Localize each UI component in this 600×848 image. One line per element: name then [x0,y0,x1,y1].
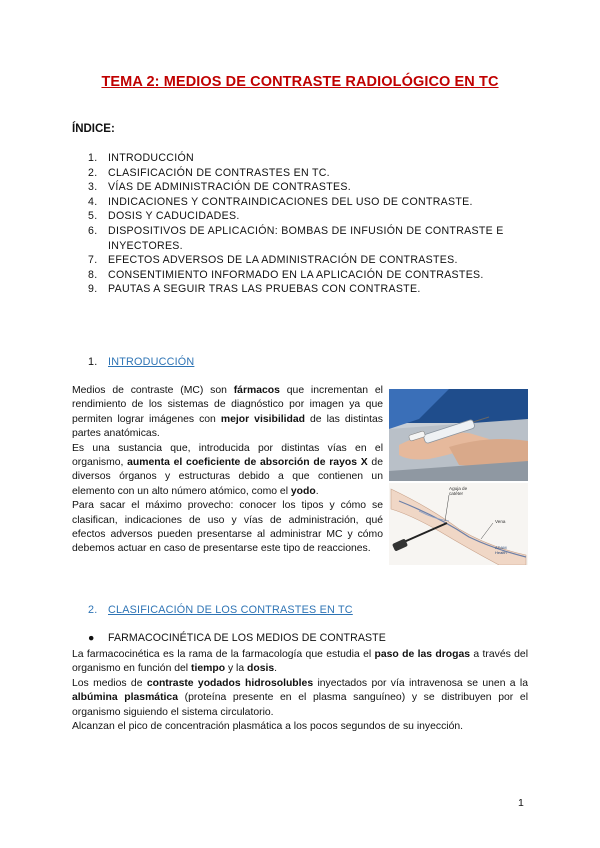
index-item-number: 8. [88,268,98,281]
paragraph [72,677,528,720]
index-item-label: DISPOSITIVOS DE APLICACIÓN: BOMBAS DE INFUSIÓN DE CONTRASTE E [108,224,504,237]
figure-caption: ADAM [495,545,507,550]
figure-label-catheter: catéter [449,491,464,496]
text-run: . [315,485,319,497]
paragraph: Para sacar el máximo provecho: conocer los tipos y cómo se clasifican, indicaciones de uso y vías de administración, qué efectos adversos pueden presentarse al administrar MC y cómo debemos actuar en caso de presentarse este tipo de reacciones. [72,500,383,555]
bold-text: paso de las drogas [374,649,471,660]
index-item-label: CLASIFICACIÓN DE CONTRASTES EN TC. [108,166,330,179]
section-number: 2. [88,604,98,616]
index-item-number: 9. [88,283,98,296]
paragraph [72,384,383,442]
section-number: 1. [88,356,98,368]
index-item-label: PAUTAS A SEGUIR TRAS LAS PRUEBAS CON CONTRASTE. [108,283,421,296]
section-heading-clasificacion [88,604,353,616]
text-run: de las distintas partes anatómicas. [72,413,383,440]
bold-text: aumenta el coeficiente de absorción de rayos X [127,457,368,469]
page-number: 1 [518,797,524,809]
index-item [88,209,518,224]
intro-text-block [72,384,383,557]
text-run: de diversos órganos y estructuras debido a que contienen un elemento con un alto número atómico, como el [72,457,383,497]
index-item-number: 1. [88,152,98,164]
text-run: que incrementan el rendimiento de los sistemas de diagnóstico por imagen ya que permiten lograr imágenes con [72,385,383,425]
paragraph [72,442,383,500]
text-run: Los medios de [72,677,147,689]
bold-text: tiempo [191,663,226,675]
paragraph: Alcanzan el pico de concentración plasmática a los pocos segundos de su inyección. [72,721,464,733]
index-item [88,195,518,210]
injection-photo [389,389,528,481]
index-item-label: INDICACIONES Y CONTRAINDICACIONES DEL USO DE CONTRASTE. [108,195,473,208]
bold-text: contraste yodados hidrosolubles [146,677,314,689]
index-item-label: CONSENTIMIENTO INFORMADO EN LA APLICACIÓN DE CONTRASTES. [108,268,484,281]
index-item-number: 4. [88,195,98,208]
section-link-clasificacion[interactable]: CLASIFICACIÓN DE LOS CONTRASTES EN TC [108,604,353,616]
figure-caption: Health [495,550,507,555]
bold-text: albúmina plasmática [72,692,178,704]
paragraph [72,648,528,677]
index-item [88,282,518,297]
bullet-icon: ● [88,632,95,644]
text-run: La farmacocinética es la rama de la farmacología que estudia el [72,649,375,660]
index-item [88,166,518,181]
index-item-label: VÍAS DE ADMINISTRACIÓN DE CONTRASTES. [108,181,352,194]
section-link-introduccion[interactable]: INTRODUCCIÓN [108,356,195,368]
text-run: . [274,663,278,675]
text-run: (proteína presente en el plasma sanguíneo) y se distribuyen por el organismo siguiendo el sistema circulatorio. [72,692,529,718]
text-run: Medios de contraste (MC) son [72,385,234,396]
figure-label-catheter: Aguja de [449,486,468,491]
bold-text: fármacos [233,385,280,396]
bold-text: mejor visibilidad [220,413,305,425]
index-item-label: EFECTOS ADVERSOS DE LA ADMINISTRACIÓN DE CONTRASTES. [108,254,458,267]
index-item-number: 5. [88,210,98,223]
text-run: y la [225,663,248,675]
figure-label-vein: Vena [495,519,506,524]
index-item-label: INTRODUCCIÓN [108,152,194,164]
index-heading: ÍNDICE: [72,123,115,135]
text-run: a través del organismo en función del [72,649,529,675]
index-item [88,180,518,195]
bold-text: dosis [247,663,275,675]
bullet-item [88,632,386,644]
index-item-number: 7. [88,254,98,267]
index-item [88,224,518,253]
contrast-injection-figure [389,389,528,565]
section-heading-introduccion [88,356,194,368]
index-item-label: DOSIS Y CADUCIDADES. [108,210,240,223]
text-run: inyectados por vía intravenosa se unen a la [313,677,528,689]
index-item-label-continued: INYECTORES. [108,239,183,252]
document-title: TEMA 2: MEDIOS DE CONTRASTE RADIOLÓGICO EN TC [101,74,499,90]
clasificacion-text-block [72,648,528,734]
index-list [88,151,518,297]
index-item-number: 2. [88,166,98,179]
index-item-number: 6. [88,224,98,237]
index-item [88,151,518,166]
text-run: Es una sustancia que, introducida por distintas vías en el organismo, [72,442,383,469]
index-item [88,268,518,283]
index-item-number: 3. [88,181,98,194]
index-item [88,253,518,268]
bullet-text: FARMACOCINÉTICA DE LOS MEDIOS DE CONTRASTE [108,632,386,644]
bold-text: yodo [290,485,316,497]
